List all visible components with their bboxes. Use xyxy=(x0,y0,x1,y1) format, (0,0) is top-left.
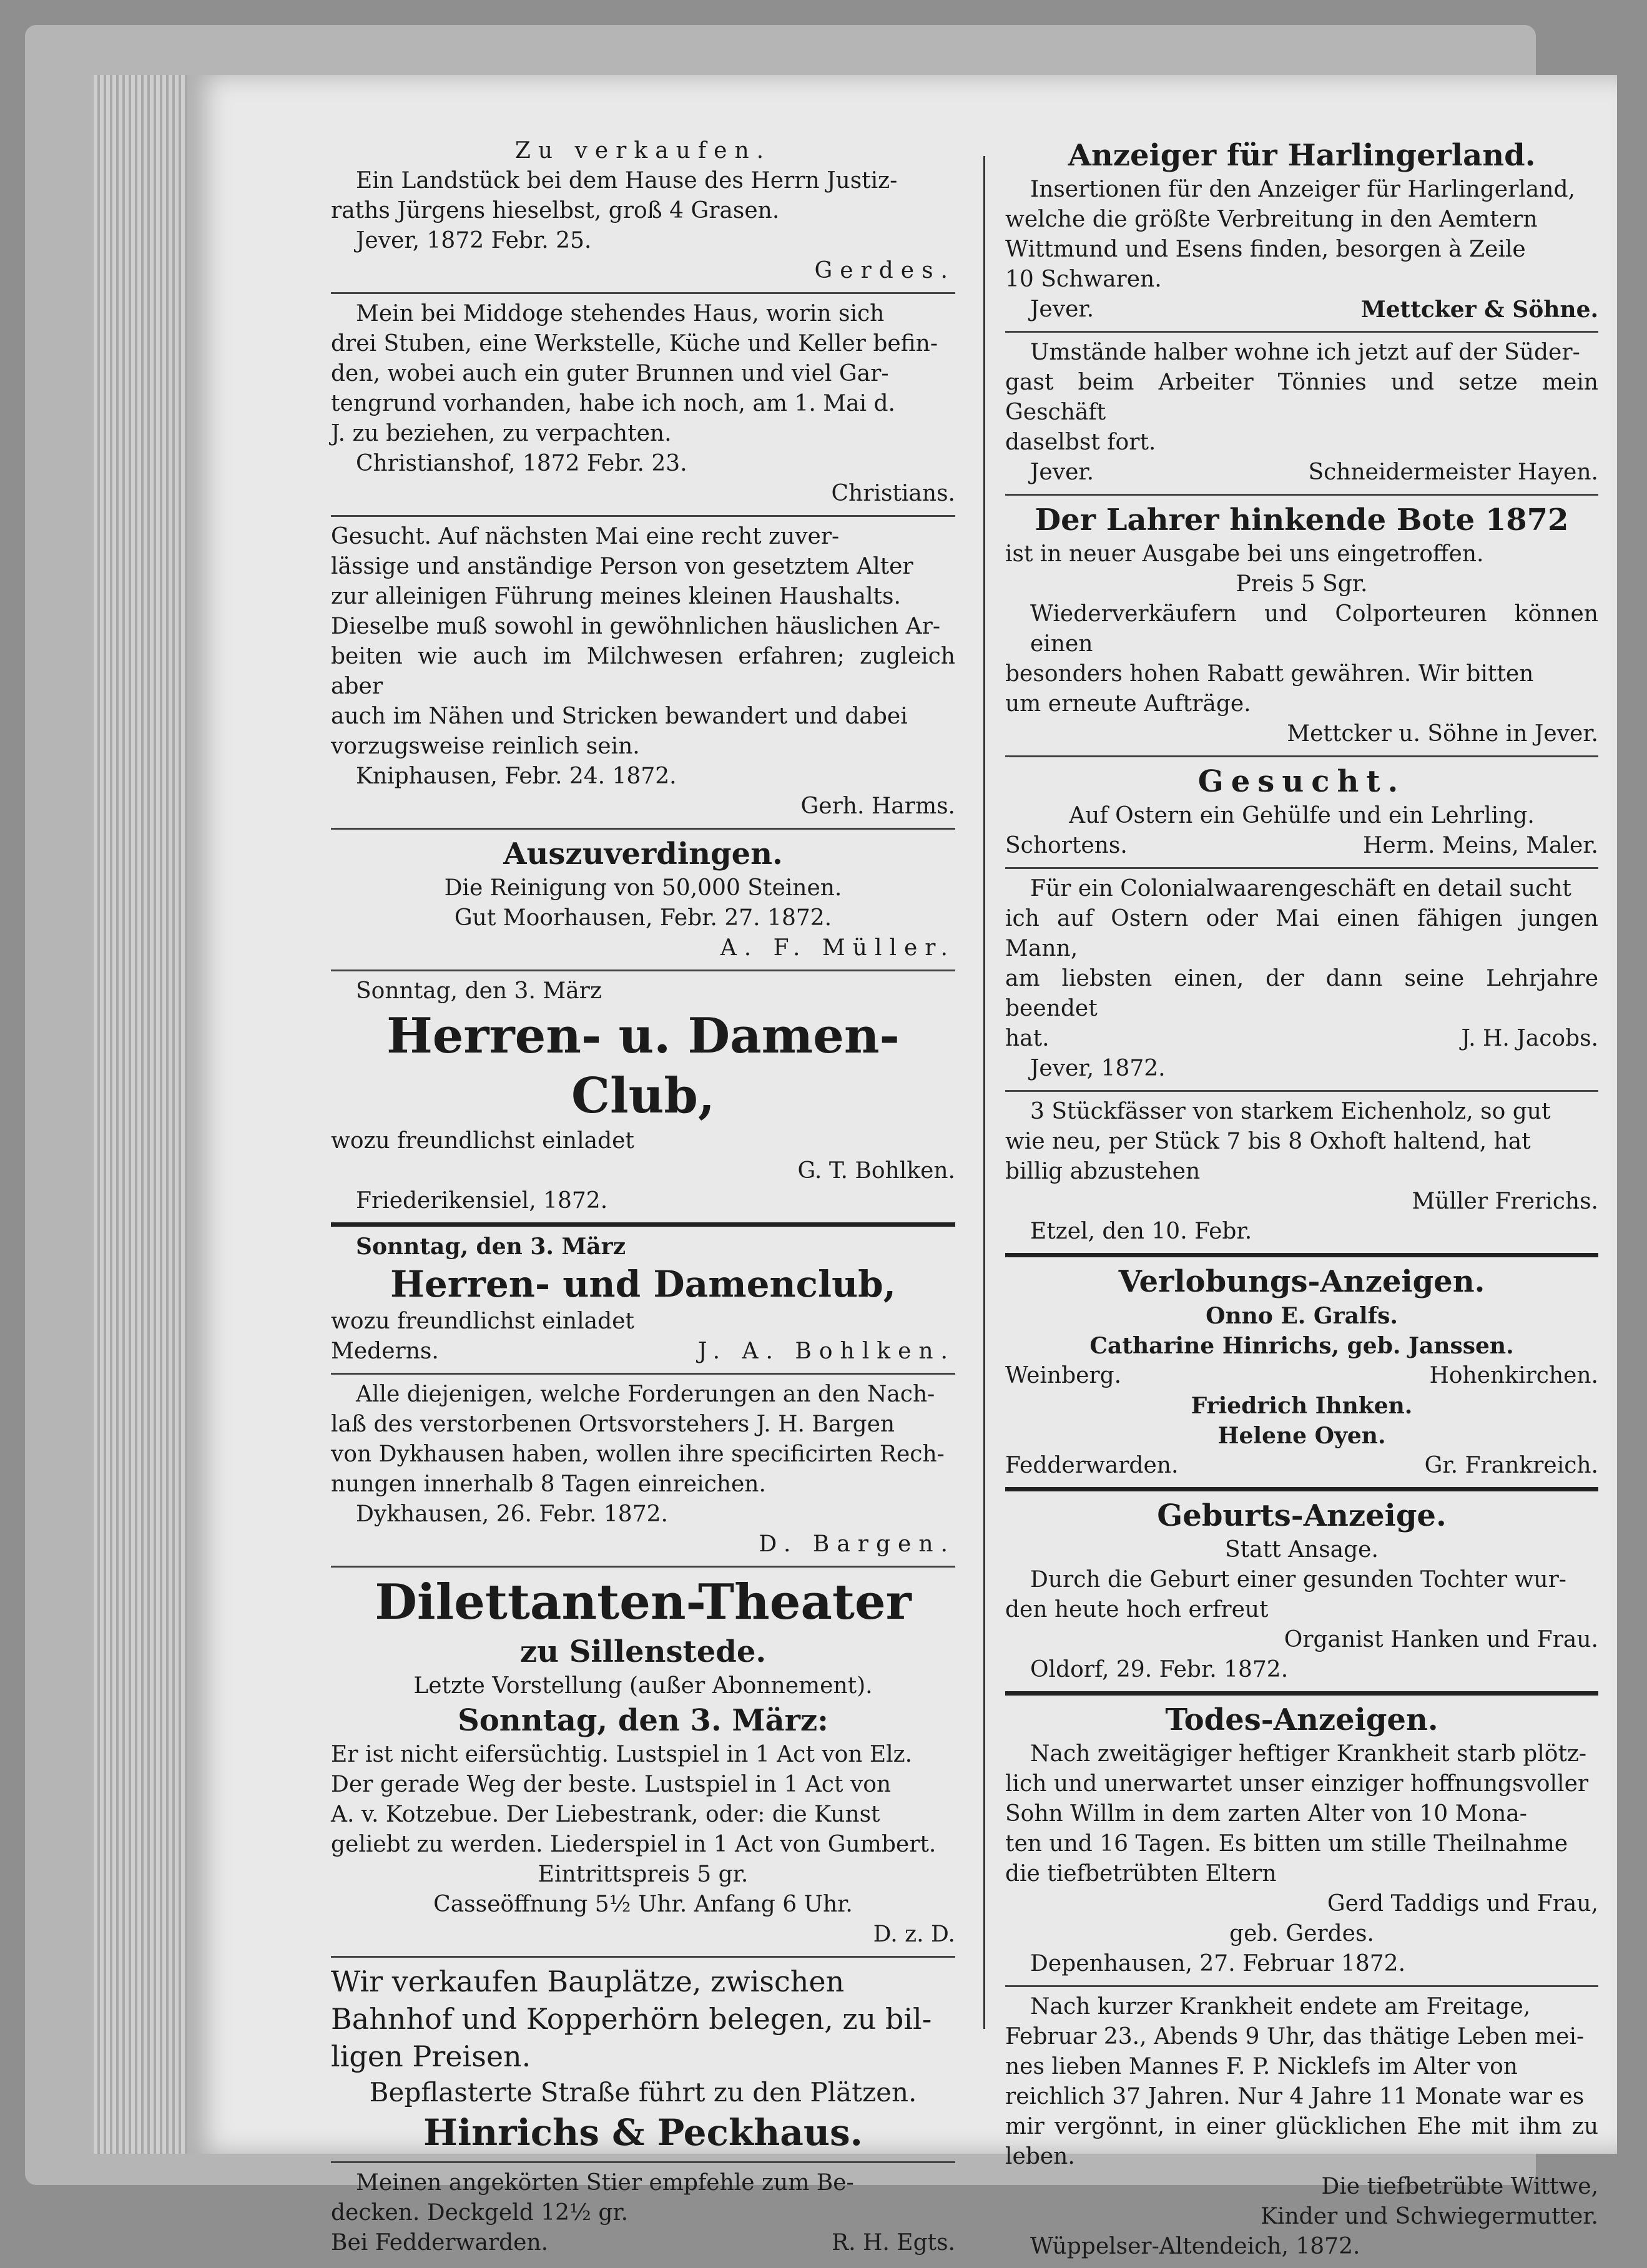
ad-places xyxy=(1005,1451,1598,1481)
ad-text: Der gerade Weg der beste. Lustspiel in 1 Act von xyxy=(331,1772,892,1797)
ad-text: decken. Deckgeld 12½ gr. xyxy=(331,2200,629,2226)
ad-signature: Mettcker u. Söhne in Jever. xyxy=(1287,721,1598,747)
ad-text: billig abzustehen xyxy=(1005,1159,1201,1184)
ad-name: Catharine Hinrichs, geb. Janssen. xyxy=(1089,1333,1514,1359)
ad-signature: geb. Gerdes. xyxy=(1229,1921,1374,1946)
ad-signature: Kinder und Schwiegermutter. xyxy=(1261,2204,1598,2229)
ad-text: Dieselbe muß sowohl in gewöhnlichen häuslichen Ar- xyxy=(331,614,941,639)
ad-price: Preis 5 Sgr. xyxy=(1236,571,1368,597)
ad-place: Etzel, den 10. Febr. xyxy=(1030,1219,1252,1244)
ad-heading: Herren- und Damenclub, xyxy=(390,1263,896,1305)
ad-place: Weinberg. xyxy=(1005,1363,1122,1388)
ad-text: ligen Preisen. xyxy=(331,2040,531,2073)
ad-place: Kniphausen, Febr. 24. 1872. xyxy=(356,763,677,789)
ad-heading: Geburts-Anzeige. xyxy=(1157,1498,1447,1533)
ad-places xyxy=(1005,1361,1598,1391)
ad-place: Jever, 1872 Febr. 25. xyxy=(356,228,592,253)
ad-text: vorzugsweise reinlich sein. xyxy=(331,734,640,759)
ad-text: ist in neuer Ausgabe bei uns eingetroffen. xyxy=(1005,541,1484,567)
ad-anzeiger-harlingerland xyxy=(1005,131,1598,333)
ad-name: Friedrich Ihnken. xyxy=(1191,1393,1413,1419)
ad-text: Alle diejenigen, welche Forderungen an den Nach- xyxy=(356,1382,935,1407)
ad-price: Eintrittspreis 5 gr. xyxy=(538,1862,749,1887)
ad-text: von Dykhausen haben, wollen ihre specificirten Rech- xyxy=(331,1441,945,1467)
ad-heading: Dilettanten-Theater xyxy=(375,1574,912,1631)
ad-signature: Die tiefbetrübte Wittwe, xyxy=(1321,2174,1598,2199)
ad-place: Jever, 1872. xyxy=(1030,1056,1166,1081)
ad-date: Sonntag, den 3. März xyxy=(356,1234,626,1260)
ad-geburts-anzeige xyxy=(1005,1491,1598,1696)
ad-text: wozu freundlichst einladet xyxy=(331,1128,634,1154)
ad-text: Bepflasterte Straße führt zu den Plätzen. xyxy=(369,2077,917,2108)
ad-text: Mein bei Middoge stehendes Haus, worin sich xyxy=(356,301,885,326)
ad-text: 3 Stückfässer von starkem Eichenholz, so gut xyxy=(1030,1099,1551,1124)
ad-footer xyxy=(1005,831,1598,861)
ad-gesucht-haushalt xyxy=(331,517,955,830)
ad-footer xyxy=(331,2228,955,2258)
ad-zu-verkaufen xyxy=(331,131,955,294)
ad-heading: Auszuverdingen. xyxy=(503,837,783,871)
ad-place: Mederns. xyxy=(331,1338,439,1364)
ad-signature: J. A. Bohlken. xyxy=(698,1338,955,1364)
ad-heading: Todes-Anzeigen. xyxy=(1165,1702,1438,1737)
ad-place: Gut Moorhausen, Febr. 27. 1872. xyxy=(454,905,832,931)
ad-place: Friederikensiel, 1872. xyxy=(356,1188,608,1214)
ad-text: geliebt zu werden. Liederspiel in 1 Act von Gumbert. xyxy=(331,1832,937,1857)
ad-text: Wiederverkäufern und Colporteuren können einen xyxy=(1030,601,1598,657)
ad-text: zur alleinigen Führung meines kleinen Haushalts. xyxy=(331,584,901,609)
ad-heading: Der Lahrer hinkende Bote 1872 xyxy=(1035,503,1569,538)
ad-text: besonders hohen Rabatt gewähren. Wir bitten xyxy=(1005,661,1534,687)
ad-signature: Gerdes. xyxy=(814,258,955,283)
ad-text: Wittmund und Esens finden, besorgen à Zeile xyxy=(1005,237,1526,262)
ad-colonialwaaren xyxy=(1005,869,1598,1092)
ad-date: Sonntag, den 3. März xyxy=(356,978,602,1004)
ad-footer xyxy=(331,1337,955,1367)
ad-text: Letzte Vorstellung (außer Abonnement). xyxy=(413,1673,873,1699)
ad-text: A. v. Kotzebue. Der Liebestrank, oder: die Kunst xyxy=(331,1802,880,1827)
ad-text: welche die größte Verbreitung in den Aemtern xyxy=(1005,207,1538,232)
ad-text: Sohn Willm in dem zarten Alter von 10 Mona- xyxy=(1005,1801,1527,1827)
ad-text: nes lieben Mannes F. P. Nicklefs im Alter von xyxy=(1005,2054,1518,2079)
ad-signature: Gerd Taddigs und Frau, xyxy=(1327,1891,1598,1917)
ad-text: den, wobei auch ein guter Brunnen und viel Gar- xyxy=(331,361,889,386)
ad-text: daselbst fort. xyxy=(1005,430,1156,455)
ad-place: Dykhausen, 26. Febr. 1872. xyxy=(356,1501,668,1527)
ad-herren-damen-club xyxy=(331,971,955,1227)
column-rule xyxy=(983,156,985,2029)
ad-text: Nach zweitägiger heftiger Krankheit starb plötz- xyxy=(1030,1741,1587,1767)
ad-bauplaetze xyxy=(331,1958,955,2163)
ad-place: Gr. Frankreich. xyxy=(1424,1453,1598,1478)
ad-heading: Verlobungs-Anzeigen. xyxy=(1118,1264,1485,1299)
ad-text: Statt Ansage. xyxy=(1225,1537,1379,1563)
ad-text: am liebsten einen, der dann seine Lehrjahre beendet xyxy=(1005,966,1598,1021)
ad-name: Helene Oyen. xyxy=(1217,1423,1386,1449)
ad-signature: Müller Frerichs. xyxy=(1412,1189,1598,1214)
ad-footer xyxy=(1005,295,1598,325)
ad-text: die tiefbetrübten Eltern xyxy=(1005,1861,1277,1887)
ad-date: Sonntag, den 3. März: xyxy=(458,1703,828,1738)
ad-text: Durch die Geburt einer gesunden Tochter wur- xyxy=(1030,1567,1566,1593)
ad-text: reichlich 37 Jahren. Nur 4 Jahre 11 Monate war es xyxy=(1005,2084,1585,2109)
ad-herren-damenclub-mederns xyxy=(331,1227,955,1375)
ad-lahrer-bote xyxy=(1005,496,1598,757)
ad-text: Meinen angekörten Stier empfehle zum Be- xyxy=(356,2170,854,2196)
ad-verlobungs-anzeigen xyxy=(1005,1257,1598,1491)
ad-forderungen xyxy=(331,1375,955,1568)
ad-text: wozu freundlichst einladet xyxy=(331,1308,634,1334)
ad-text: laß des verstorbenen Ortsvorstehers J. H. Bargen xyxy=(331,1411,895,1437)
ad-heading: Herren- u. Damen-Club, xyxy=(386,1008,900,1124)
ad-place: Wüppelser-Altendeich, 1872. xyxy=(1030,2234,1360,2259)
ad-place: Christianshof, 1872 Febr. 23. xyxy=(356,451,687,476)
ad-place: Oldorf, 29. Febr. 1872. xyxy=(1030,1657,1289,1682)
ad-subheading: zu Sillenstede. xyxy=(519,1634,767,1669)
ad-signature: G. T. Bohlken. xyxy=(797,1158,955,1184)
ad-text: ich auf Ostern oder Mai einen fähigen jungen Mann, xyxy=(1005,906,1598,961)
ad-signature: Christians. xyxy=(831,481,955,506)
ad-place: Fedderwarden. xyxy=(1005,1453,1179,1478)
ad-heading: Anzeiger für Harlingerland. xyxy=(1068,138,1536,173)
ad-signature: D. z. D. xyxy=(873,1922,955,1947)
ad-text: tengrund vorhanden, habe ich noch, am 1. Mai d. xyxy=(331,391,895,416)
ad-place: Hohenkirchen. xyxy=(1429,1363,1598,1388)
ad-text: mir vergönnt, in einer glücklichen Ehe mit ihm zu leben. xyxy=(1005,2114,1598,2169)
ad-text: drei Stuben, eine Werkstelle, Küche und Keller befin- xyxy=(331,331,938,356)
ad-heading: Zu verkaufen. xyxy=(514,138,772,164)
ad-place: Schortens. xyxy=(1005,833,1128,858)
ad-text: hat. xyxy=(1005,1026,1050,1051)
ad-haus-verpachten xyxy=(331,294,955,517)
ad-signature: Mettcker & Söhne. xyxy=(1360,297,1598,323)
ad-signature: Schneidermeister Hayen. xyxy=(1308,459,1598,485)
ad-text: den heute hoch erfreut xyxy=(1005,1597,1269,1622)
ad-todes-anzeige-willm xyxy=(1005,1696,1598,1987)
ad-text: Ein Landstück bei dem Hause des Herrn Justiz- xyxy=(356,168,898,194)
ad-signature: R. H. Egts. xyxy=(832,2230,955,2256)
ad-place: Jever. xyxy=(1030,459,1094,485)
ad-text: Insertionen für den Anzeiger für Harlingerland, xyxy=(1030,177,1575,202)
ad-text: Februar 23., Abends 9 Uhr, das thätige Leben mei- xyxy=(1005,2024,1585,2050)
ad-text: Gesucht. Auf nächsten Mai eine recht zuver- xyxy=(331,524,840,549)
ad-text: J. zu beziehen, zu verpachten. xyxy=(331,421,672,446)
ad-heading: Gesucht. xyxy=(1197,764,1406,799)
ad-place: Jever. xyxy=(1030,297,1094,322)
ad-signature: A. F. Müller. xyxy=(720,935,955,961)
ad-text: Auf Ostern ein Gehülfe und ein Lehrling. xyxy=(1069,803,1535,828)
ad-text: Die Reinigung von 50,000 Steinen. xyxy=(444,875,842,901)
ad-auszuverdingen xyxy=(331,830,955,971)
ad-todes-anzeige-nicklefs xyxy=(1005,1987,1598,2268)
left-column xyxy=(331,131,955,2264)
ad-text: Er ist nicht eifersüchtig. Lustspiel in 1 Act von Elz. xyxy=(331,1742,913,1767)
ad-text: ten und 16 Tagen. Es bitten um stille Theilnahme xyxy=(1005,1831,1568,1857)
ad-stier xyxy=(331,2163,955,2264)
ad-text: gast beim Arbeiter Tönnies und setze mein Geschäft xyxy=(1005,370,1598,425)
ad-signature: Gerh. Harms. xyxy=(800,793,955,819)
ad-stueckfaesser xyxy=(1005,1092,1598,1257)
ad-times: Casseöffnung 5½ Uhr. Anfang 6 Uhr. xyxy=(433,1892,853,1917)
ad-text: Umstände halber wohne ich jetzt auf der Süder- xyxy=(1030,340,1580,365)
ad-place: Depenhausen, 27. Februar 1872. xyxy=(1030,1951,1406,1976)
ad-text: 10 Schwaren. xyxy=(1005,267,1162,292)
ad-gesucht-gehuelfe xyxy=(1005,757,1598,869)
ad-text: auch im Nähen und Stricken bewandert und dabei xyxy=(331,704,908,729)
ad-text: Für ein Colonialwaarengeschäft en detail sucht xyxy=(1030,876,1571,901)
ad-signature: D. Bargen. xyxy=(759,1531,955,1557)
ad-text: Wir verkaufen Bauplätze, zwischen xyxy=(331,1965,845,1998)
ad-text: wie neu, per Stück 7 bis 8 Oxhoft haltend, hat xyxy=(1005,1129,1531,1154)
ad-text: Nach kurzer Krankheit endete am Freitage, xyxy=(1030,1994,1531,2020)
ad-place: Bei Fedderwarden. xyxy=(331,2230,549,2256)
ad-text: beiten wie auch im Milchwesen erfahren; zugleich aber xyxy=(331,644,955,699)
ad-signature: J. H. Jacobs. xyxy=(1461,1026,1598,1051)
ad-text: Bahnhof und Kopperhörn belegen, zu bil- xyxy=(331,2002,932,2036)
ad-footer xyxy=(1005,1024,1598,1054)
ad-text: nungen innerhalb 8 Tagen einreichen. xyxy=(331,1471,766,1497)
ad-name: Onno E. Gralfs. xyxy=(1206,1303,1398,1329)
ad-text: um erneute Aufträge. xyxy=(1005,691,1251,717)
ad-signature: Organist Hanken und Frau. xyxy=(1284,1627,1598,1652)
ad-text: lich und unerwartet unser einziger hoffnungsvoller xyxy=(1005,1771,1589,1797)
ad-text: lässige und anständige Person von gesetztem Alter xyxy=(331,554,913,579)
ad-signature: Herm. Meins, Maler. xyxy=(1363,833,1598,858)
ad-schneidermeister xyxy=(1005,333,1598,496)
ad-signature: Hinrichs & Peckhaus. xyxy=(423,2111,863,2154)
ad-dilettanten-theater xyxy=(331,1568,955,1958)
right-column xyxy=(1005,131,1598,2268)
ad-text: raths Jürgens hieselbst, groß 4 Grasen. xyxy=(331,198,780,223)
ad-footer xyxy=(1005,458,1598,488)
